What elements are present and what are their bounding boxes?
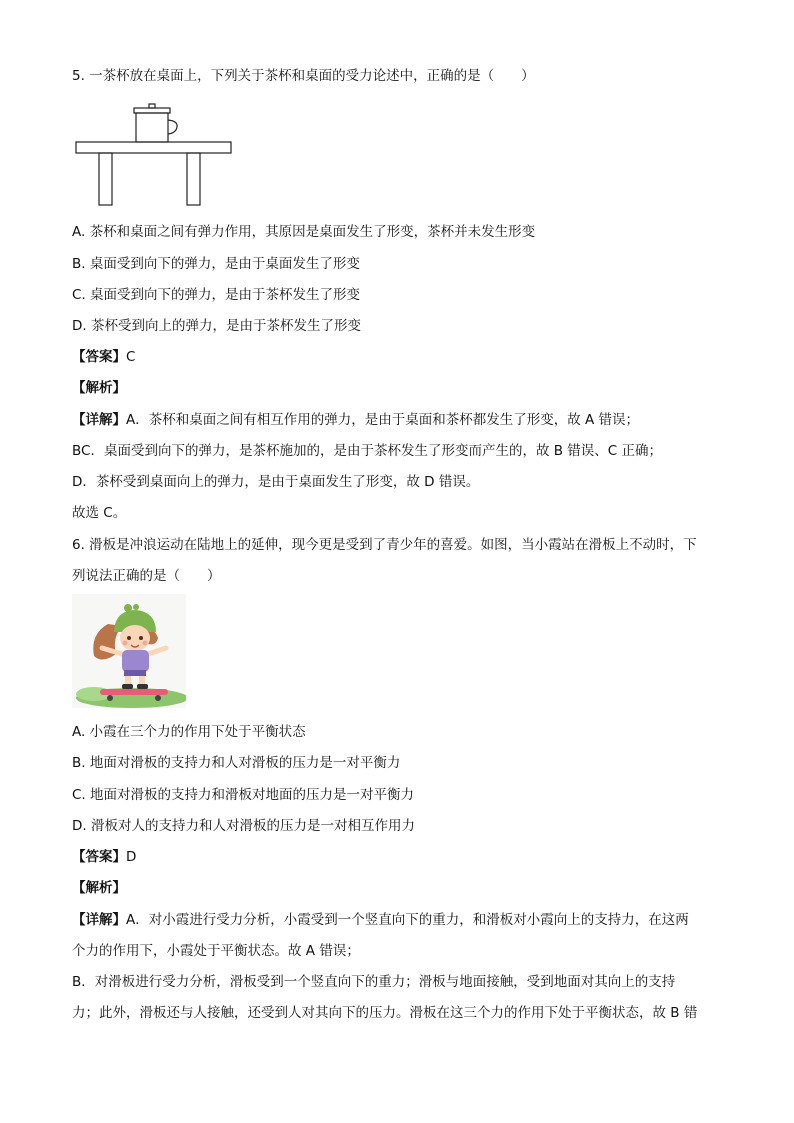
q5-option-d: D. 茶杯受到向上的弹力，是由于茶杯发生了形变 xyxy=(72,318,361,334)
q5-stem: 5. 一茶杯放在桌面上，下列关于茶杯和桌面的受力论述中，正确的是（ ） xyxy=(72,68,535,84)
q6-stem-line2: 列说法正确的是（ ） xyxy=(72,568,221,584)
q5-answer-value: C xyxy=(126,349,136,365)
q5-detail-a-text: A．茶杯和桌面之间有相互作用的弹力，是由于桌面和茶杯都发生了形变，故 A 错误； xyxy=(126,412,640,428)
q6-detail-label: 【详解】 xyxy=(72,912,126,928)
table-cup-figure xyxy=(74,100,234,208)
q6-option-c: C. 地面对滑板的支持力和滑板对地面的压力是一对平衡力 xyxy=(72,787,415,803)
q6-option-b: B. 地面对滑板的支持力和人对滑板的压力是一对平衡力 xyxy=(72,755,401,771)
q6-option-a: A. 小霞在三个力的作用下处于平衡状态 xyxy=(72,724,306,740)
q6-answer xyxy=(72,847,136,867)
q6-detail-a-line1 xyxy=(72,910,689,930)
q6-detail-b-line2: 力；此外，滑板还与人接触，还受到人对其向下的压力。滑板在这三个力的作用下处于平衡状态，故 B 错 xyxy=(72,1005,698,1021)
q6-answer-value: D xyxy=(126,849,137,865)
q6-answer-label: 【答案】 xyxy=(72,849,126,865)
q5-detail-a xyxy=(72,410,639,430)
skateboard-girl-image xyxy=(72,594,186,708)
q5-detail-d: D．茶杯受到桌面向上的弹力，是由于桌面发生了形变，故 D 错误。 xyxy=(72,474,480,490)
q5-analysis-label: 【解析】 xyxy=(72,380,126,396)
q6-detail-a-text: A．对小霞进行受力分析，小霞受到一个竖直向下的重力，和滑板对小霞向上的支持力，在这两 xyxy=(126,912,689,928)
q5-detail-label: 【详解】 xyxy=(72,412,126,428)
q5-option-a: A. 茶杯和桌面之间有弹力作用，其原因是桌面发生了形变，茶杯并未发生形变 xyxy=(72,224,536,240)
q6-detail-a-line2: 个力的作用下，小霞处于平衡状态。故 A 错误； xyxy=(72,943,360,959)
q5-conclusion: 故选 C。 xyxy=(72,505,127,521)
q5-answer xyxy=(72,347,135,367)
q6-stem-line1: 6. 滑板是冲浪运动在陆地上的延伸，现今更是受到了青少年的喜爱。如图，当小霞站在滑板上不动时，下 xyxy=(72,537,697,553)
q6-option-d: D. 滑板对人的支持力和人对滑板的压力是一对相互作用力 xyxy=(72,818,415,834)
q5-detail-bc: BC．桌面受到向下的弹力，是茶杯施加的，是由于茶杯发生了形变而产生的，故 B 错误、C 正确； xyxy=(72,443,663,459)
q6-detail-b-line1: B．对滑板进行受力分析，滑板受到一个竖直向下的重力；滑板与地面接触，受到地面对其向上的支持 xyxy=(72,974,676,990)
q5-answer-label: 【答案】 xyxy=(72,349,126,365)
q6-analysis-label: 【解析】 xyxy=(72,880,126,896)
q5-option-c: C. 桌面受到向下的弹力，是由于茶杯发生了形变 xyxy=(72,287,361,303)
q5-option-b: B. 桌面受到向下的弹力，是由于桌面发生了形变 xyxy=(72,256,360,272)
